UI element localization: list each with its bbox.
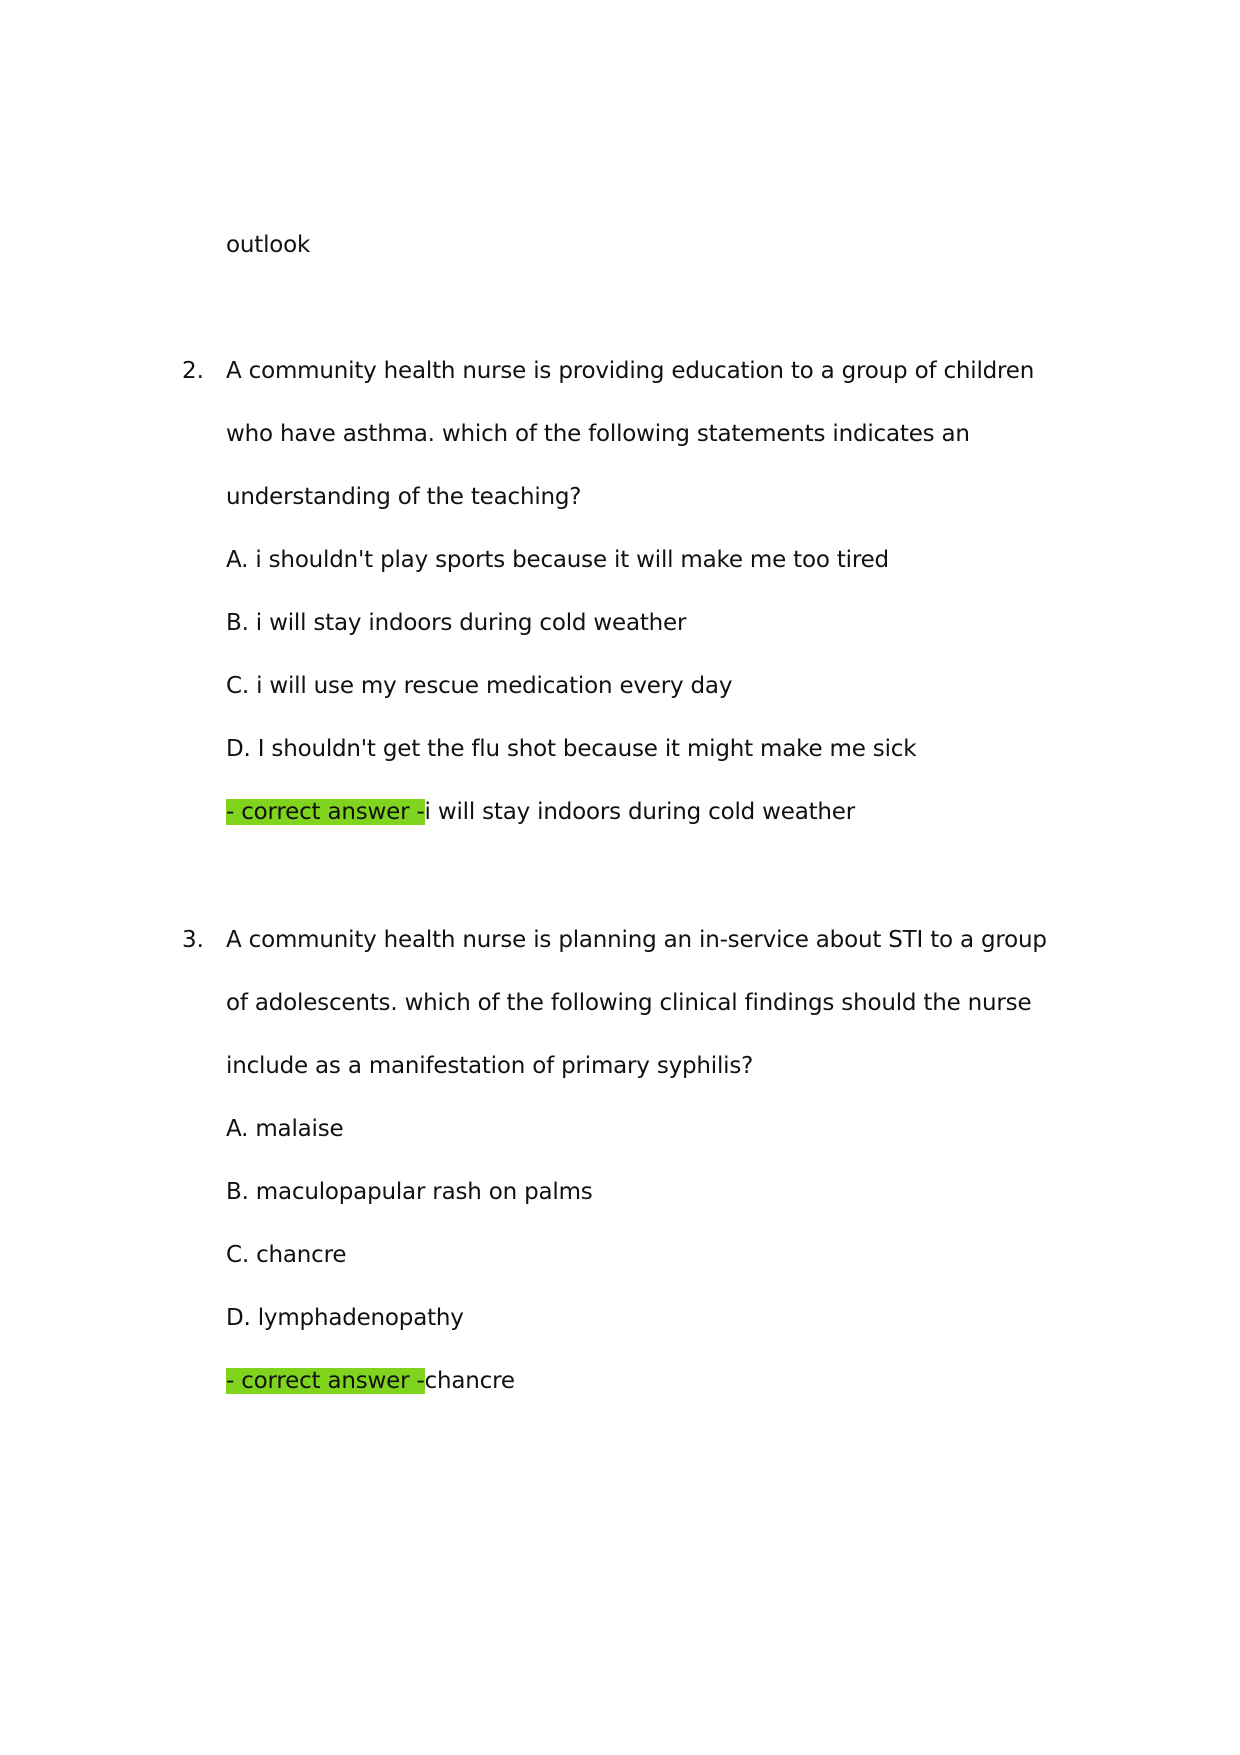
question-stem-line: of adolescents. which of the following clinical findings should the nurse — [226, 990, 1032, 1016]
answer-line — [226, 1366, 515, 1396]
correct-answer-text: i will stay indoors during cold weather — [424, 799, 856, 825]
option-c: C. chancre — [226, 1242, 347, 1268]
correct-answer-label: - correct answer - — [226, 799, 425, 825]
question-stem-line: who have asthma. which of the following statements indicates an — [226, 421, 970, 447]
option-d: D. lymphadenopathy — [226, 1305, 464, 1331]
correct-answer-label: - correct answer - — [226, 1368, 425, 1394]
option-b: B. i will stay indoors during cold weather — [226, 610, 687, 636]
question-stem-line: understanding of the teaching? — [226, 484, 582, 510]
option-b: B. maculopapular rash on palms — [226, 1179, 593, 1205]
correct-answer-text: chancre — [424, 1368, 515, 1394]
option-c: C. i will use my rescue medication every day — [226, 673, 733, 699]
option-a: A. i shouldn't play sports because it will make me too tired — [226, 547, 889, 573]
question-stem-line: include as a manifestation of primary syphilis? — [226, 1053, 754, 1079]
question-number: 3. — [182, 927, 204, 953]
question-stem-line: A community health nurse is providing education to a group of children — [226, 358, 1035, 384]
option-a: A. malaise — [226, 1116, 344, 1142]
answer-line — [226, 797, 855, 827]
option-d: D. I shouldn't get the flu shot because it might make me sick — [226, 736, 917, 762]
question-number: 2. — [182, 358, 204, 384]
carryover-text: outlook — [226, 232, 311, 258]
question-stem-line: A community health nurse is planning an in-service about STI to a group — [226, 927, 1047, 953]
